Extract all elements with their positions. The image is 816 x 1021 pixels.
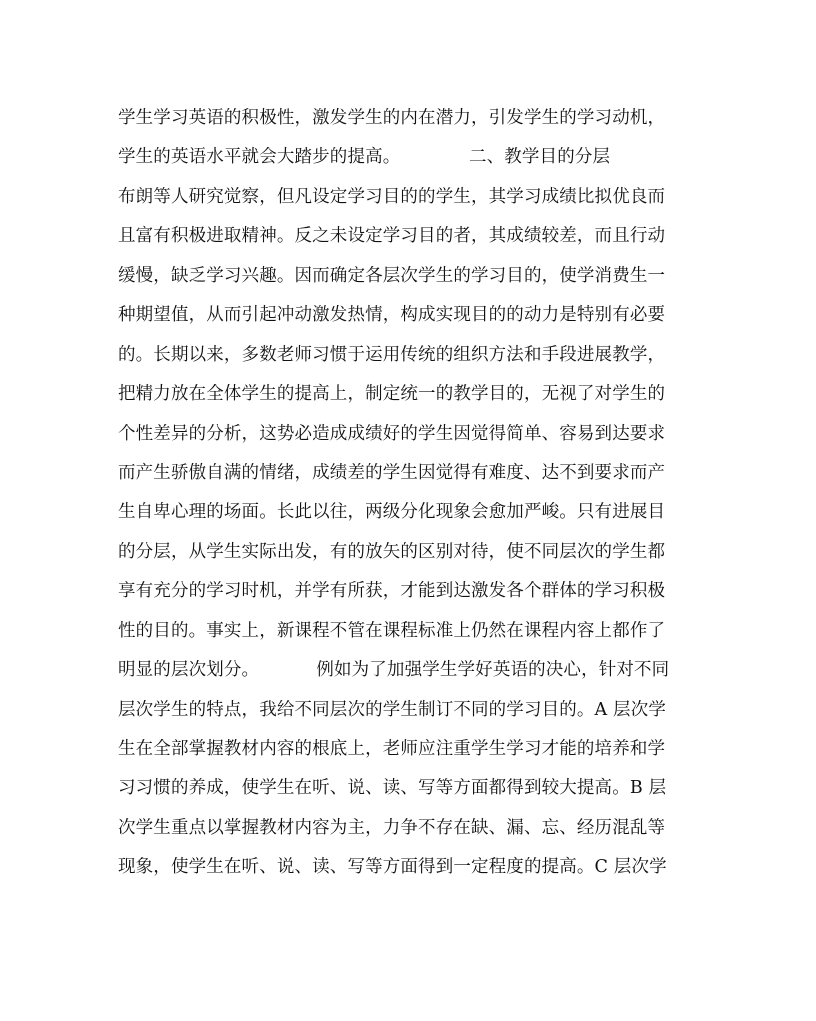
text-line: 明显的层次划分。 例如为了加强学生学好英语的决心，针对不同 [118,660,670,681]
text-line: 习习惯的养成，使学生在听、说、读、写等方面都得到较大提高。B 层 [118,778,667,799]
text-line: 布朗等人研究觉察，但凡设定学习目的的学生，其学习成绩比拟优良而 [118,186,666,207]
text-line: 把精力放在全体学生的提高上，制定统一的教学目的，无视了对学生的 [118,384,666,405]
text-line: 的。长期以来，多数老师习惯于运用传统的组织方法和手段进展教学， [118,344,666,365]
text-line: 的分层，从学生实际出发，有的放矢的区别对待，使不同层次的学生都 [118,541,666,562]
text-line: 性的目的。事实上，新课程不管在课程标准上仍然在课程内容上都作了 [118,620,666,641]
text-line: 缓慢，缺乏学习兴趣。因而确定各层次学生的学习目的，使学消费生一 [118,265,666,286]
text-line: 现象，使学生在听、说、读、写等方面得到一定程度的提高。C 层次学 [118,857,667,878]
text-line: 学生的英语水平就会大踏步的提高。 二、教学目的分层 [118,147,611,168]
text-line: 学生学习英语的积极性，激发学生的内在潜力，引发学生的学习动机， [118,108,666,128]
text-line: 次学生重点以掌握教材内容为主，力争不存在缺、漏、忘、经历混乱等 [118,817,666,838]
body-text [118,99,708,888]
text-line: 享有充分的学习时机，并学有所获，才能到达激发各个群体的学习积极 [118,581,666,602]
text-line: 而产生骄傲自满的情绪，成绩差的学生因觉得有难度、达不到要求而产 [118,462,666,483]
text-line: 生自卑心理的场面。长此以往，两级分化现象会愈加严峻。只有进展目 [118,502,666,523]
text-line: 层次学生的特点，我给不同层次的学生制订不同的学习目的。A 层次学 [118,699,666,720]
text-line: 个性差异的分析，这势必造成成绩好的学生因觉得简单、容易到达要求 [118,423,666,444]
text-line: 种期望值，从而引起冲动激发热情，构成实现目的的动力是特别有必要 [118,305,666,326]
text-line: 且富有积极进取精神。反之未设定学习目的者，其成绩较差，而且行动 [118,226,666,247]
text-line: 生在全部掌握教材内容的根底上，老师应注重学生学习才能的培养和学 [118,739,666,759]
